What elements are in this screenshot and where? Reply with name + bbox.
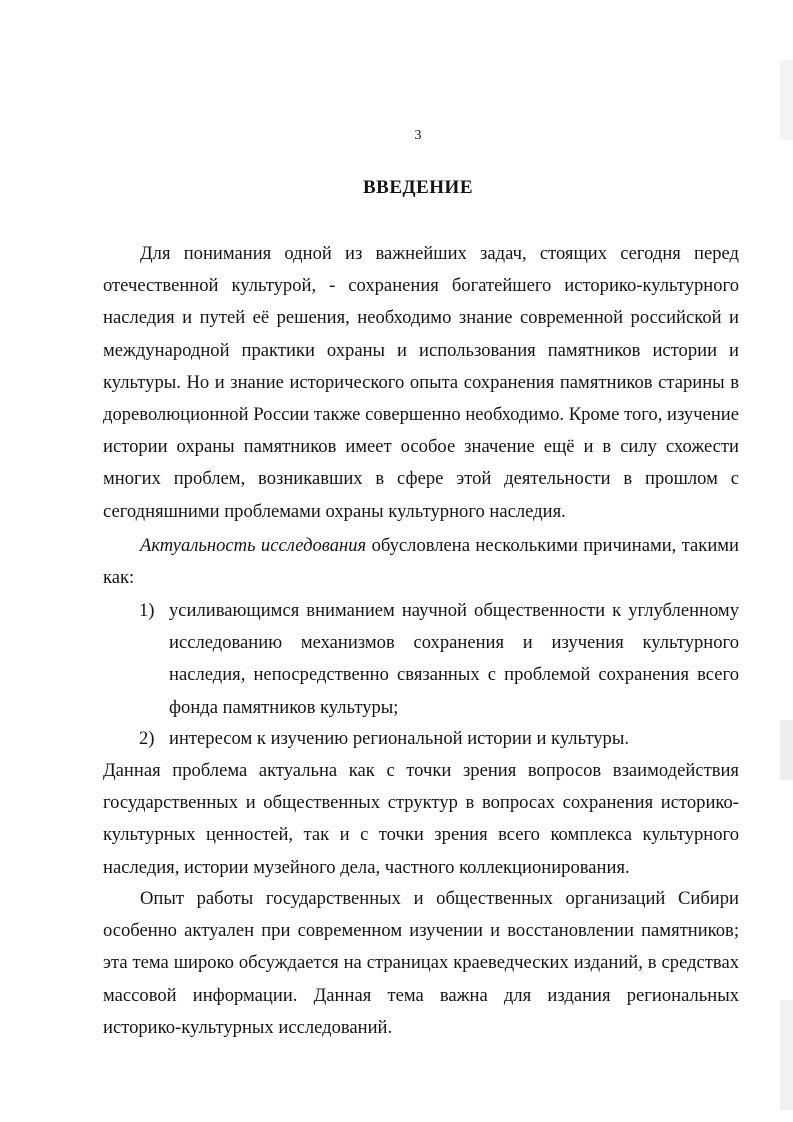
paragraph-relevance: [103, 530, 739, 594]
list-item-number: 2): [139, 728, 155, 749]
paragraph-intro: Для понимания одной из важнейших задач, стоящих сегодня перед отечественной культурой, - сохранения богатейшего историко-культурного наследия и путей её решения, необходимо знание современной российской и международной практики охраны и использования памятников истории и культуры. Но и знание исторического опыта сохранения памятников старины в дореволюционной России также совершенно необходимо. Кроме того, изучение истории охраны памятников имеет особое значение ещё и в силу схожести многих проблем, возникавших в сфере этой деятельности в прошлом с сегодняшними проблемами охраны культурного наследия.: [103, 243, 739, 522]
list-item: [103, 723, 739, 755]
list-item: [103, 595, 739, 724]
list-item-number: 1): [139, 600, 155, 621]
list-item-text: усиливающимся вниманием научной общественности к углубленному исследованию механизмов сохранения и изучения культурного наследия, непосредственно связанных с проблемой сохранения всего фонда памятников культуры;: [169, 600, 739, 718]
paragraph-experience: Опыт работы государственных и общественных организаций Сибири особенно актуален при современном изучении и восстановлении памятников; эта тема широко обсуждается на страницах краеведческих изданий, в средствах массовой информации. Данная тема важна для издания региональных историко-культурных исследований.: [103, 888, 739, 1038]
reasons-list-continued: [103, 723, 739, 755]
reasons-list: [103, 595, 739, 724]
scan-edge-shadow: [780, 1000, 793, 1110]
list-item-text: интересом к изучению региональной истории и культуры.: [169, 728, 629, 749]
paragraph-problem: Данная проблема актуальна как с точки зрения вопросов взаимодействия государственных и общественных структур в вопросах сохранения историко-культурных ценностей, так и с точки зрения всего комплекса культурного наследия, истории музейного дела, частного коллекционирования.: [103, 760, 739, 878]
relevance-emphasis: Актуальность исследования: [140, 535, 367, 556]
relevance-text: обусловлена несколькими причинами, такими как:: [103, 535, 739, 589]
scan-edge-shadow: [780, 60, 793, 140]
page-title: ВВЕДЕНИЕ: [363, 177, 473, 198]
scan-edge-shadow: [780, 720, 793, 780]
page-number: 3: [414, 128, 422, 143]
